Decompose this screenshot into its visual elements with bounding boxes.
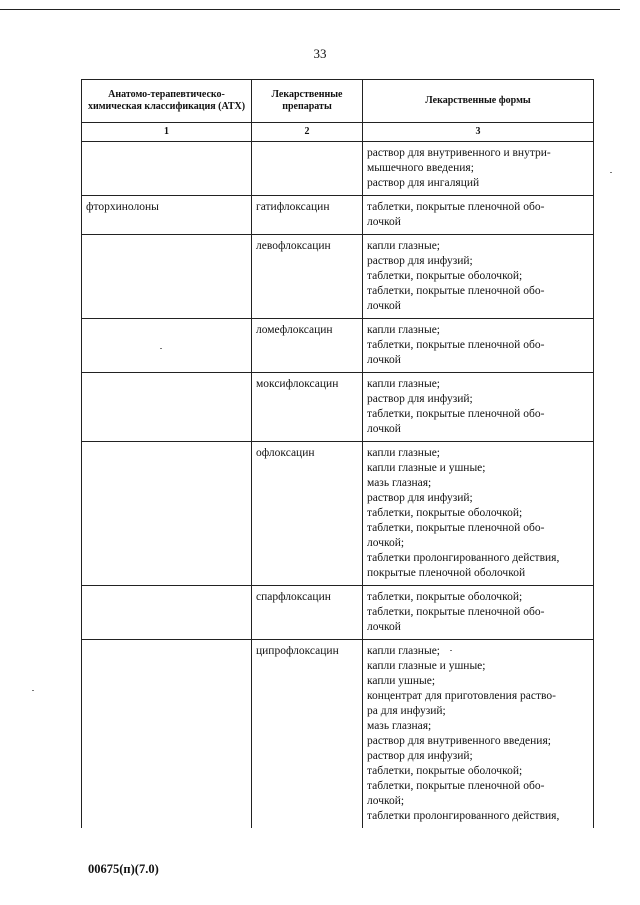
form-line: таблетки пролонгированного действия,: [367, 810, 560, 822]
header-drugs: Лекарственные препараты: [252, 80, 363, 123]
form-line: таблетки пролонгированного действия,: [367, 552, 560, 564]
cell-forms: [363, 373, 594, 442]
scan-speck: [610, 172, 612, 173]
table-body: [82, 142, 594, 829]
cell-atx: фторхинолоны: [82, 196, 252, 235]
cell-drug: ципрофлоксацин: [252, 640, 363, 829]
cell-drug: левофлоксацин: [252, 235, 363, 319]
form-line: капли глазные и ушные;: [367, 462, 486, 474]
form-line: лочкой: [367, 354, 401, 366]
form-line: раствор для инфузий;: [367, 393, 473, 405]
table-row: [82, 373, 594, 442]
cell-atx: [82, 442, 252, 586]
table-row: [82, 586, 594, 640]
cell-drug: моксифлоксацин: [252, 373, 363, 442]
form-line: мазь глазная;: [367, 477, 432, 489]
cell-forms: [363, 196, 594, 235]
form-line: лочкой;: [367, 795, 405, 807]
form-line: таблетки, покрытые оболочкой;: [367, 507, 523, 519]
form-line: таблетки, покрытые пленочной обо-: [367, 522, 545, 534]
column-number-1: 1: [82, 123, 252, 142]
form-line: таблетки, покрытые пленочной обо-: [367, 408, 545, 420]
form-line: капли глазные;: [367, 645, 440, 657]
form-line: мышечного введения;: [367, 162, 474, 174]
page-number: 33: [313, 46, 327, 61]
table-row: [82, 235, 594, 319]
cell-drug: гатифлоксацин: [252, 196, 363, 235]
cell-atx: [82, 373, 252, 442]
form-line: лочкой: [367, 300, 401, 312]
form-line: покрытые пленочной оболочкой: [367, 567, 526, 579]
column-number-2: 2: [252, 123, 363, 142]
table-row: [82, 640, 594, 829]
form-line: капли глазные;: [367, 378, 440, 390]
cell-drug: спарфлоксацин: [252, 586, 363, 640]
cell-forms: [363, 142, 594, 196]
scan-speck: [32, 690, 34, 691]
form-line: капли глазные;: [367, 324, 440, 336]
form-line: таблетки, покрытые оболочкой;: [367, 591, 523, 603]
form-line: раствор для инфузий;: [367, 750, 473, 762]
table-header-row: [82, 80, 594, 123]
cell-drug: [252, 142, 363, 196]
form-line: таблетки, покрытые оболочкой;: [367, 270, 523, 282]
form-line: раствор для инфузий;: [367, 255, 473, 267]
form-line: лочкой: [367, 216, 401, 228]
form-line: ра для инфузий;: [367, 705, 446, 717]
form-line: раствор для инфузий;: [367, 492, 473, 504]
form-line: раствор для внутривенного и внутри-: [367, 147, 551, 159]
footer-document-code: 00675(п)(7.0): [88, 862, 159, 876]
form-line: капли ушные;: [367, 675, 436, 687]
form-line: капли глазные;: [367, 240, 440, 252]
form-line: раствор для внутривенного введения;: [367, 735, 551, 747]
top-rule: [0, 9, 620, 10]
header-forms: Лекарственные формы: [363, 80, 594, 123]
form-line: мазь глазная;: [367, 720, 432, 732]
form-line: таблетки, покрытые пленочной обо-: [367, 339, 545, 351]
scan-speck: [160, 348, 162, 349]
form-line: раствор для ингаляций: [367, 177, 480, 189]
cell-forms: [363, 235, 594, 319]
drug-forms-table: [81, 79, 594, 828]
cell-drug: ломефлоксацин: [252, 319, 363, 373]
column-number-3: 3: [363, 123, 594, 142]
cell-forms: [363, 319, 594, 373]
form-line: таблетки, покрытые пленочной обо-: [367, 606, 545, 618]
table-row: [82, 442, 594, 586]
header-atx: Анатомо-терапевтическо-химическая классификация (АТХ): [82, 80, 252, 123]
form-line: капли глазные;: [367, 447, 440, 459]
scan-speck: [450, 650, 452, 651]
form-line: таблетки, покрытые пленочной обо-: [367, 285, 545, 297]
cell-drug: офлоксацин: [252, 442, 363, 586]
form-line: таблетки, покрытые пленочной обо-: [367, 201, 545, 213]
form-line: таблетки, покрытые пленочной обо-: [367, 780, 545, 792]
cell-forms: [363, 586, 594, 640]
cell-forms: [363, 640, 594, 829]
form-line: лочкой: [367, 621, 401, 633]
cell-atx: [82, 586, 252, 640]
cell-atx: [82, 319, 252, 373]
form-line: капли глазные и ушные;: [367, 660, 486, 672]
cell-atx: [82, 142, 252, 196]
table-row: [82, 319, 594, 373]
cell-atx: [82, 235, 252, 319]
column-number-row: [82, 123, 594, 142]
form-line: концентрат для приготовления раство-: [367, 690, 556, 702]
form-line: лочкой: [367, 423, 401, 435]
table-row: [82, 196, 594, 235]
table-row: [82, 142, 594, 196]
cell-atx: [82, 640, 252, 829]
cell-forms: [363, 442, 594, 586]
form-line: таблетки, покрытые оболочкой;: [367, 765, 523, 777]
form-line: лочкой;: [367, 537, 405, 549]
